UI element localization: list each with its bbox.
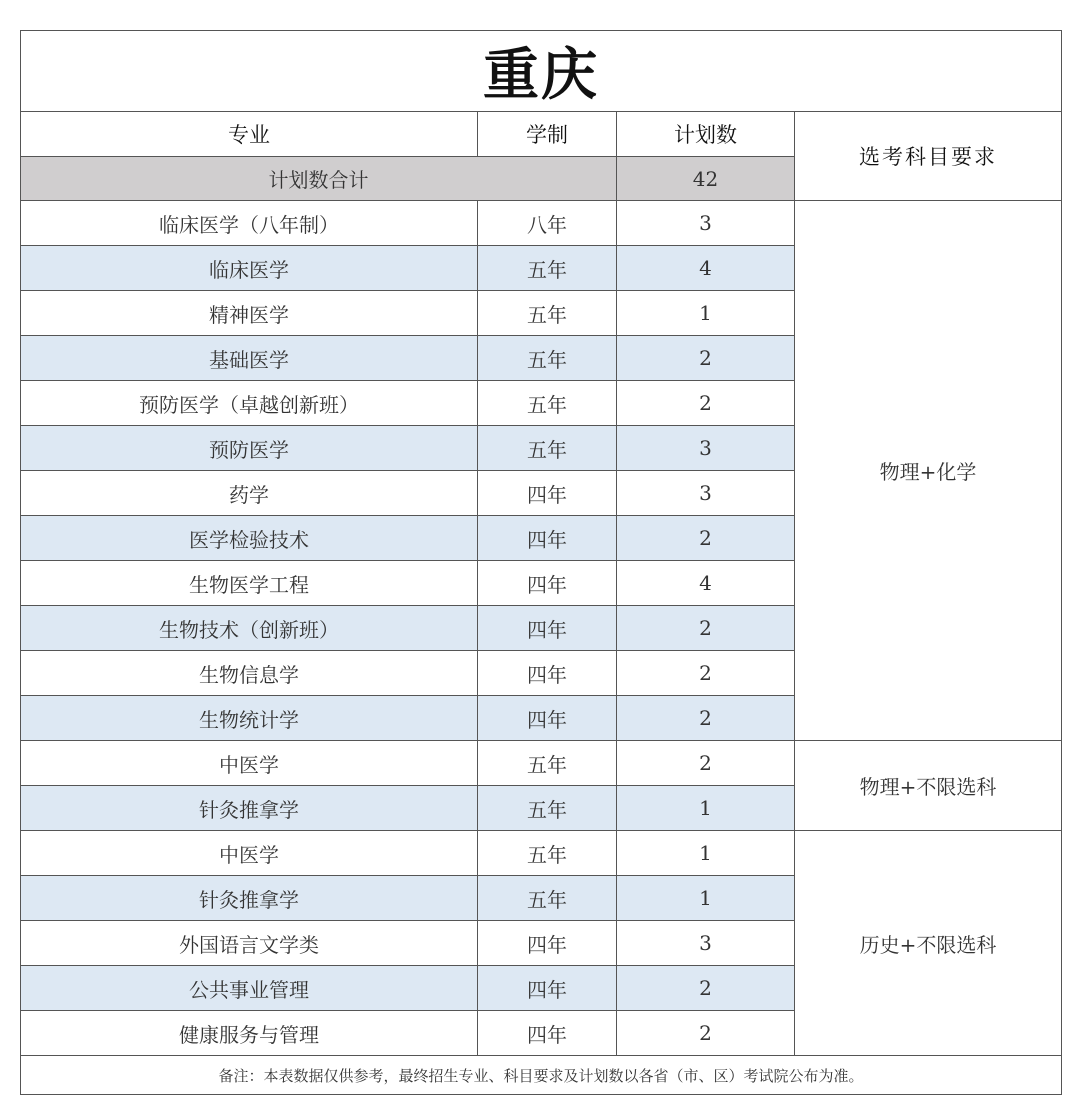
plan-cell: 2 xyxy=(617,696,795,741)
major-cell: 药学 xyxy=(21,471,478,516)
plan-cell: 2 xyxy=(617,1011,795,1056)
major-cell: 生物信息学 xyxy=(21,651,478,696)
plan-cell: 2 xyxy=(617,381,795,426)
duration-cell: 四年 xyxy=(478,606,617,651)
duration-cell: 五年 xyxy=(478,786,617,831)
duration-cell: 五年 xyxy=(478,876,617,921)
duration-cell: 五年 xyxy=(478,246,617,291)
plan-cell: 2 xyxy=(617,741,795,786)
major-cell: 生物技术（创新班） xyxy=(21,606,478,651)
major-cell: 预防医学（卓越创新班） xyxy=(21,381,478,426)
major-cell: 基础医学 xyxy=(21,336,478,381)
major-cell: 生物医学工程 xyxy=(21,561,478,606)
major-cell: 外国语言文学类 xyxy=(21,921,478,966)
plan-cell: 3 xyxy=(617,201,795,246)
plan-cell: 2 xyxy=(617,966,795,1011)
major-cell: 针灸推拿学 xyxy=(21,876,478,921)
plan-cell: 1 xyxy=(617,786,795,831)
requirement-physics-any: 物理+不限选科 xyxy=(795,741,1062,831)
duration-cell: 四年 xyxy=(478,696,617,741)
major-cell: 公共事业管理 xyxy=(21,966,478,1011)
major-cell: 针灸推拿学 xyxy=(21,786,478,831)
duration-cell: 四年 xyxy=(478,651,617,696)
major-cell: 中医学 xyxy=(21,831,478,876)
major-cell: 预防医学 xyxy=(21,426,478,471)
duration-cell: 四年 xyxy=(478,966,617,1011)
footnote: 备注：本表数据仅供参考，最终招生专业、科目要求及计划数以各省（市、区）考试院公布为准。 xyxy=(21,1056,1062,1095)
plan-cell: 4 xyxy=(617,561,795,606)
table-row xyxy=(21,201,1062,246)
major-cell: 医学检验技术 xyxy=(21,516,478,561)
plan-cell: 1 xyxy=(617,831,795,876)
major-cell: 精神医学 xyxy=(21,291,478,336)
header-major: 专业 xyxy=(21,112,478,157)
plan-cell: 2 xyxy=(617,336,795,381)
major-cell: 健康服务与管理 xyxy=(21,1011,478,1056)
duration-cell: 五年 xyxy=(478,741,617,786)
duration-cell: 五年 xyxy=(478,336,617,381)
duration-cell: 四年 xyxy=(478,561,617,606)
table-row xyxy=(21,831,1062,876)
admission-plan-table xyxy=(20,30,1062,1095)
plan-cell: 1 xyxy=(617,876,795,921)
plan-cell: 2 xyxy=(617,651,795,696)
total-value: 42 xyxy=(617,157,795,201)
duration-cell: 五年 xyxy=(478,831,617,876)
duration-cell: 四年 xyxy=(478,471,617,516)
requirement-physics-chemistry: 物理+化学 xyxy=(795,201,1062,741)
requirement-history-any: 历史+不限选科 xyxy=(795,831,1062,1056)
plan-cell: 2 xyxy=(617,606,795,651)
plan-cell: 2 xyxy=(617,516,795,561)
major-cell: 生物统计学 xyxy=(21,696,478,741)
plan-cell: 3 xyxy=(617,471,795,516)
duration-cell: 四年 xyxy=(478,516,617,561)
total-label: 计划数合计 xyxy=(21,157,617,201)
header-plan: 计划数 xyxy=(617,112,795,157)
duration-cell: 四年 xyxy=(478,921,617,966)
page-title: 重庆 xyxy=(21,31,1062,112)
header-duration: 学制 xyxy=(478,112,617,157)
plan-cell: 3 xyxy=(617,426,795,471)
major-cell: 临床医学（八年制） xyxy=(21,201,478,246)
major-cell: 临床医学 xyxy=(21,246,478,291)
plan-cell: 1 xyxy=(617,291,795,336)
table-row xyxy=(21,741,1062,786)
duration-cell: 五年 xyxy=(478,381,617,426)
major-cell: 中医学 xyxy=(21,741,478,786)
header-requirement: 选考科目要求 xyxy=(795,112,1062,201)
duration-cell: 五年 xyxy=(478,291,617,336)
duration-cell: 四年 xyxy=(478,1011,617,1056)
duration-cell: 五年 xyxy=(478,426,617,471)
duration-cell: 八年 xyxy=(478,201,617,246)
plan-cell: 4 xyxy=(617,246,795,291)
plan-cell: 3 xyxy=(617,921,795,966)
